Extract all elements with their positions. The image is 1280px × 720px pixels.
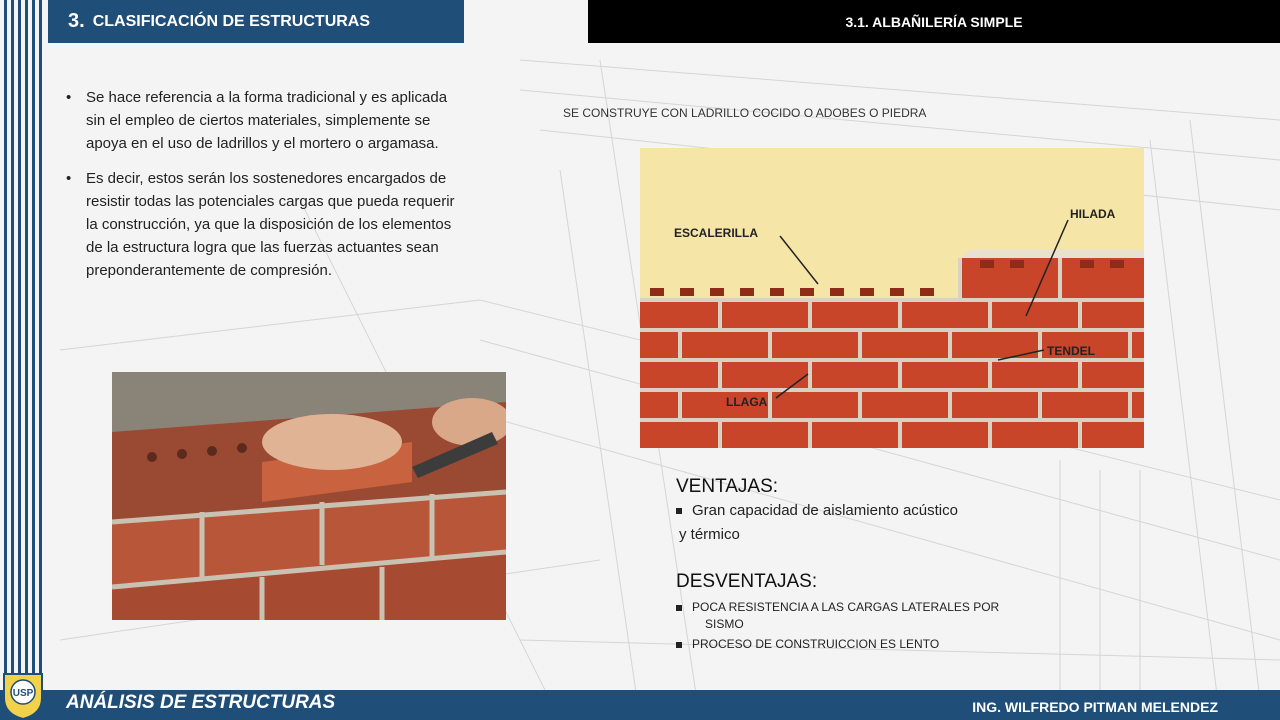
desventajas-heading: DESVENTAJAS: <box>676 571 818 592</box>
bullet-square-icon <box>676 605 682 611</box>
ventajas-item-continuation: y térmico <box>679 526 740 543</box>
bricklaying-photo <box>112 372 506 620</box>
section-title: CLASIFICACIÓN DE ESTRUCTURAS <box>92 12 371 30</box>
logo-text: USP <box>12 688 34 699</box>
subsection-title: 3.1. ALBAÑILERÍA SIMPLE <box>845 13 1023 30</box>
label-llaga: LLAGA <box>726 395 768 409</box>
ventajas-item: Gran capacidad de aislamiento acústico <box>676 502 958 519</box>
bullet-square-icon <box>676 642 682 648</box>
author-name: ING. WILFREDO PITMAN MELENDEZ <box>972 699 1218 715</box>
label-escalerilla: ESCALERILLA <box>674 226 758 240</box>
section-number: 3. <box>68 10 85 32</box>
course-title: ANÁLISIS DE ESTRUCTURAS <box>66 692 336 713</box>
label-hilada: HILADA <box>1070 207 1116 221</box>
desventajas-item: PROCESO DE CONSTRUICCION ES LENTO <box>676 637 939 651</box>
label-tendel: TENDEL <box>1047 344 1095 358</box>
left-stripes <box>0 0 48 690</box>
section-title-bar <box>48 0 464 43</box>
desventajas-item: POCA RESISTENCIA A LAS CARGAS LATERALES POR <box>676 600 999 614</box>
subsection-title-bar <box>588 0 1280 43</box>
ventajas-heading: VENTAJAS: <box>676 476 779 497</box>
brick-wall-diagram <box>640 148 1144 448</box>
description-list <box>66 86 466 294</box>
diagram-caption: SE CONSTRUYE CON LADRILLO COCIDO O ADOBES O PIEDRA <box>563 106 927 120</box>
bullet-item: • Se hace referencia a la forma tradicional y es aplicada sin el empleo de ciertos materiales, simplemente se apoya en el uso de ladrillos y el mortero o argamasa. <box>66 86 466 155</box>
bullet-item: • Es decir, estos serán los sostenedores encargados de resistir todas las potenciales cargas que pueda requerir la construcción, ya que la disposición de los elementos de la estructura logra que las fuerzas actuantes sean preponderantemente de compresión. <box>66 167 466 282</box>
university-logo <box>0 668 46 720</box>
bullet-square-icon <box>676 508 682 514</box>
desventajas-item-continuation: SISMO <box>705 617 744 631</box>
